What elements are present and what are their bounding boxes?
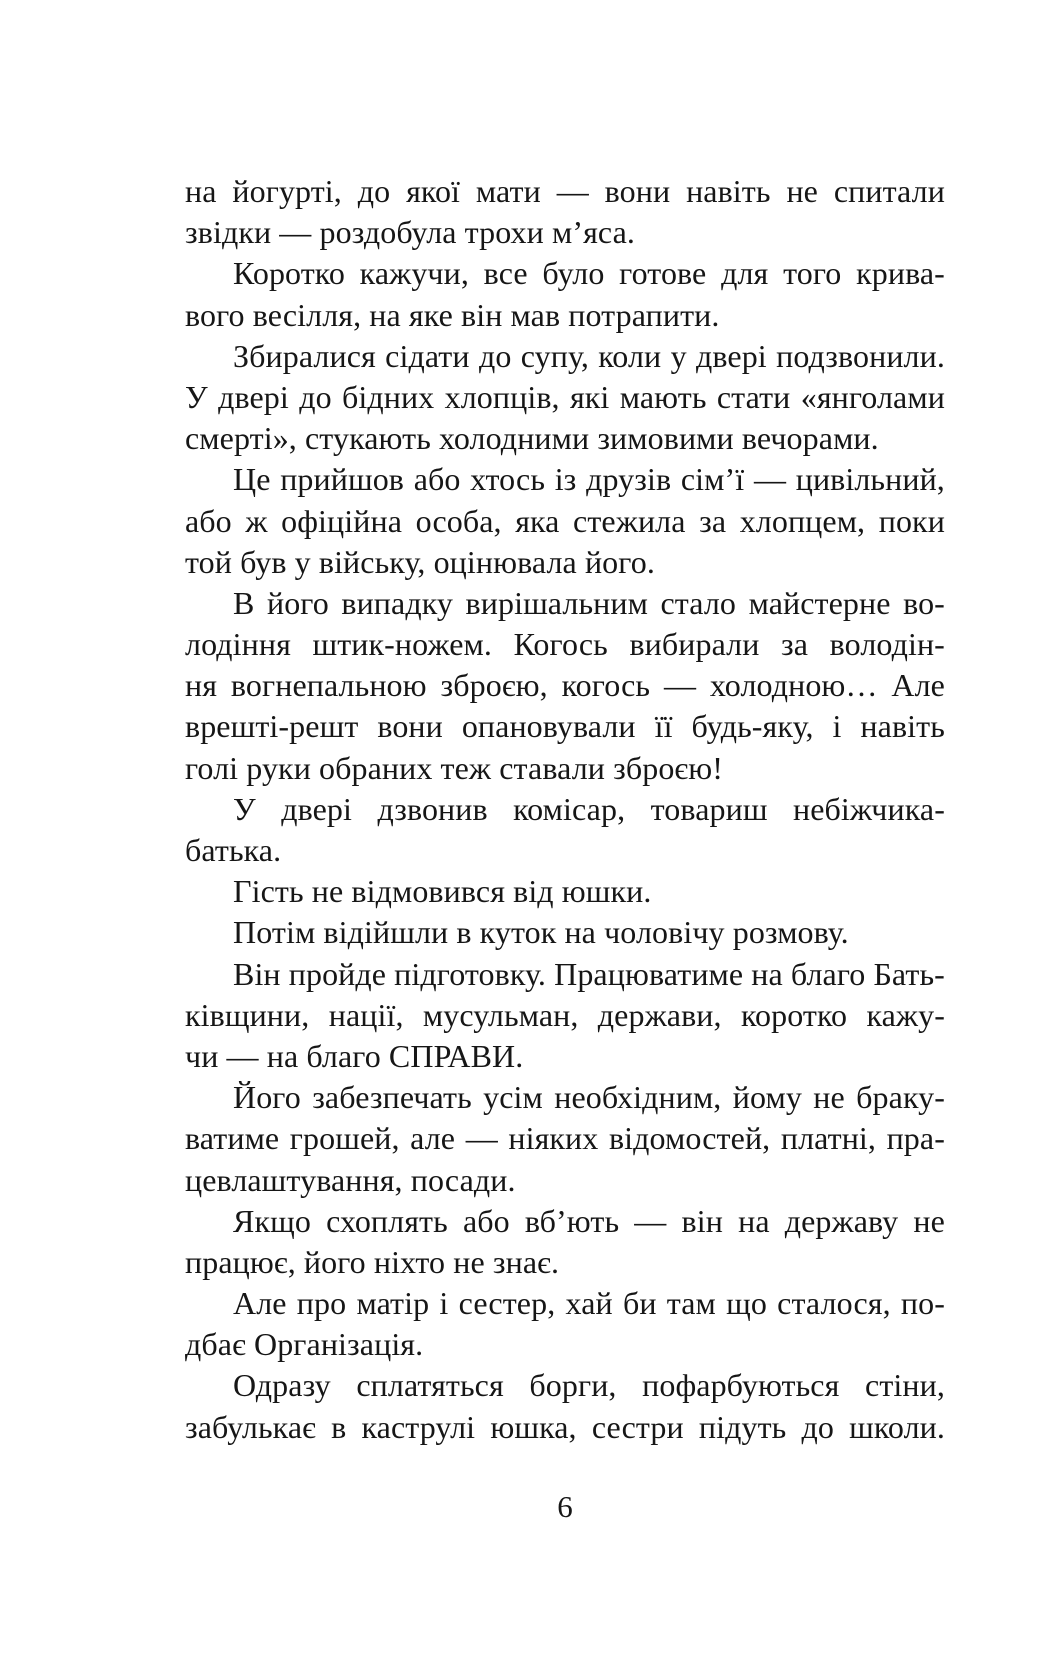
word: —: [634, 1202, 667, 1239]
word: не: [786, 173, 818, 209]
text-line: Потім відійшли в куток на чоловічу розмову.: [233, 914, 849, 951]
word: не: [813, 1079, 845, 1116]
word: пра-: [886, 1120, 945, 1157]
word: йому: [732, 1079, 802, 1116]
word: ватиме: [185, 1120, 280, 1157]
word: вони: [377, 708, 443, 745]
word: якої: [406, 173, 461, 209]
text-line: [185, 171, 945, 212]
word: державу: [784, 1202, 899, 1239]
word: до: [478, 337, 512, 374]
word: опановували: [461, 708, 636, 745]
text-line: [185, 1283, 945, 1324]
text-line: чи — на благо СПРАВИ.: [185, 1037, 524, 1074]
word: борги,: [529, 1367, 617, 1404]
word: не: [913, 1202, 945, 1239]
word: але: [410, 1120, 456, 1157]
word: кажу-: [866, 996, 945, 1033]
text-line: батька.: [185, 832, 282, 868]
word: В: [233, 584, 255, 621]
word: супу,: [520, 337, 589, 374]
word: вибирали: [629, 626, 760, 663]
text-line: смерті», стукають холодними зимовими вечорами.: [185, 420, 879, 457]
word: врешті-решт: [185, 708, 359, 745]
word: стежила: [573, 502, 686, 539]
word: спитали: [833, 173, 945, 209]
text-line: цевлаштування, посади.: [185, 1161, 516, 1198]
word: дзвонив: [377, 790, 488, 827]
word: товариш: [650, 790, 768, 827]
word: і: [439, 1285, 449, 1322]
text-line: [185, 1077, 945, 1118]
text-line: [185, 583, 945, 624]
word: У: [233, 790, 256, 827]
word: платні,: [780, 1120, 877, 1157]
word: Це: [233, 461, 271, 498]
word: зброєю,: [440, 667, 548, 704]
word: Збиралися: [233, 337, 376, 374]
word: йогурті,: [232, 173, 342, 209]
word: було: [542, 255, 605, 292]
word: стати: [716, 378, 791, 415]
text-line: [185, 459, 945, 500]
word: —: [753, 461, 787, 498]
word: і: [832, 708, 842, 745]
word: там: [666, 1285, 716, 1322]
word: готове: [619, 255, 707, 292]
word: школи.: [849, 1408, 945, 1445]
text-line: [185, 1407, 945, 1448]
text-line: [185, 336, 945, 377]
word: Його: [233, 1079, 301, 1116]
word: у: [670, 337, 687, 374]
word: він: [681, 1202, 723, 1239]
word: мусульман,: [422, 996, 579, 1033]
word: Бать-: [873, 955, 945, 992]
word: —: [465, 1120, 498, 1157]
word: юшка,: [490, 1408, 577, 1445]
word: сестер,: [458, 1285, 556, 1322]
word: —: [556, 173, 589, 209]
word: друзів: [586, 461, 672, 498]
word: або: [462, 1202, 510, 1239]
word: за: [781, 626, 809, 663]
word: «янголами: [800, 378, 945, 415]
word: бідних: [341, 378, 435, 415]
word: хлопців,: [444, 378, 560, 415]
word: У: [185, 378, 208, 415]
word: пофарбуються: [642, 1367, 840, 1404]
word: прийшов: [280, 461, 405, 498]
word: браку-: [856, 1079, 945, 1116]
word: її: [654, 708, 673, 745]
word: двері: [695, 337, 767, 374]
text-line: [185, 995, 945, 1036]
word: вогнепальною: [230, 667, 427, 704]
text-line: [185, 1365, 945, 1406]
word: небіжчика-: [793, 790, 945, 827]
text-line: Гість не відмовився від юшки.: [233, 873, 652, 910]
word: того: [783, 255, 842, 292]
word: сплатяться: [356, 1367, 504, 1404]
word: комісар,: [513, 790, 626, 827]
word: цивільний,: [795, 461, 945, 498]
word: підготовку.: [394, 955, 547, 992]
word: хтось: [470, 461, 546, 498]
word: когось: [561, 667, 651, 704]
word: поки: [878, 502, 945, 539]
word: подзвонили.: [776, 337, 945, 374]
page-text: [185, 171, 945, 1448]
text-line: [185, 624, 945, 665]
word: мають: [619, 378, 707, 415]
word: навіть: [860, 708, 945, 745]
word: особа,: [415, 502, 502, 539]
text-line: [185, 706, 945, 747]
word: Але: [233, 1285, 287, 1322]
word: для: [721, 255, 769, 292]
word: грошей,: [289, 1120, 400, 1157]
word: ніяких: [508, 1120, 599, 1157]
text-line: [185, 954, 945, 995]
word: будь-яку,: [691, 708, 814, 745]
word: вирішальним: [465, 584, 648, 621]
text-line: звідки — роздобула трохи м’яса.: [185, 214, 635, 251]
word: офіційна: [281, 502, 403, 539]
word: необхідним,: [554, 1079, 722, 1116]
word: коли: [598, 337, 662, 374]
word: Працюватиме: [554, 955, 744, 992]
text-line: дбає Організація.: [185, 1326, 424, 1363]
word: холодною…: [709, 667, 878, 704]
word: на: [738, 1202, 770, 1239]
word: мати: [475, 173, 541, 209]
word: стіни,: [865, 1367, 945, 1404]
word: во-: [903, 584, 945, 621]
word: усім: [483, 1079, 543, 1116]
text-line: працює, його ніхто не знає.: [185, 1243, 560, 1280]
word: ківщини,: [185, 996, 310, 1033]
word: володін-: [829, 626, 945, 663]
word: стало: [660, 584, 737, 621]
word: штик-ножем.: [312, 626, 492, 663]
word: Одразу: [233, 1367, 331, 1404]
page-number: 6: [557, 1489, 573, 1524]
word: Але: [891, 667, 945, 704]
word: підуть: [698, 1408, 787, 1445]
word: держави,: [597, 996, 722, 1033]
word: на: [751, 955, 783, 992]
word: до: [801, 1408, 834, 1445]
word: навіть: [686, 173, 771, 209]
word: крива-: [856, 255, 945, 292]
word: ня: [185, 667, 218, 704]
word: двері: [281, 790, 352, 827]
word: все: [483, 255, 528, 292]
word: Когось: [513, 626, 608, 663]
word: випадку: [341, 584, 454, 621]
word: двері: [218, 378, 289, 415]
word: на: [185, 173, 217, 209]
word: забезпечать: [312, 1079, 472, 1116]
word: каструлі: [361, 1408, 476, 1445]
word: до: [299, 378, 332, 415]
word: вони: [604, 173, 671, 209]
text-line: той був у війську, оцінювала його.: [185, 543, 655, 580]
word: по-: [900, 1285, 945, 1322]
word: або: [413, 461, 461, 498]
word: його: [266, 584, 329, 621]
text-line: голі руки обраних теж ставали зброєю!: [185, 749, 724, 786]
word: які: [569, 378, 610, 415]
word: ж: [245, 502, 268, 539]
text-line: [185, 1118, 945, 1159]
text-line: [185, 665, 945, 706]
word: —: [663, 667, 697, 704]
word: кажучи,: [359, 255, 469, 292]
word: або: [185, 502, 232, 539]
word: сім’ї: [680, 461, 745, 498]
text-line: [185, 789, 945, 830]
word: із: [554, 461, 577, 498]
text-line: вого весілля, на яке він мав потрапити.: [185, 296, 720, 333]
text-line: [185, 253, 945, 294]
word: пройде: [288, 955, 387, 992]
word: Якщо: [233, 1202, 311, 1239]
word: коротко: [740, 996, 848, 1033]
text-line: [185, 501, 945, 542]
word: за: [699, 502, 727, 539]
word: сестри: [591, 1408, 684, 1445]
word: матір: [356, 1285, 430, 1322]
text-line: [185, 1201, 945, 1242]
word: відомостей,: [608, 1120, 771, 1157]
word: що: [726, 1285, 767, 1322]
word: лодіння: [185, 626, 291, 663]
word: до: [357, 173, 391, 209]
word: яка: [515, 502, 560, 539]
word: забулькає: [185, 1408, 316, 1445]
word: Він: [233, 955, 281, 992]
word: сталося,: [777, 1285, 891, 1322]
word: нації,: [328, 996, 404, 1033]
word: в: [331, 1408, 347, 1445]
word: майстерне: [748, 584, 891, 621]
word: Коротко: [233, 255, 345, 292]
text-line: [185, 377, 945, 418]
word: хай: [565, 1285, 613, 1322]
word: хлопцем,: [739, 502, 866, 539]
word: би: [622, 1285, 657, 1322]
word: благо: [790, 955, 866, 992]
word: про: [296, 1285, 347, 1322]
word: вб’ють: [524, 1202, 620, 1239]
word: схоплять: [326, 1202, 448, 1239]
word: сідати: [385, 337, 470, 374]
